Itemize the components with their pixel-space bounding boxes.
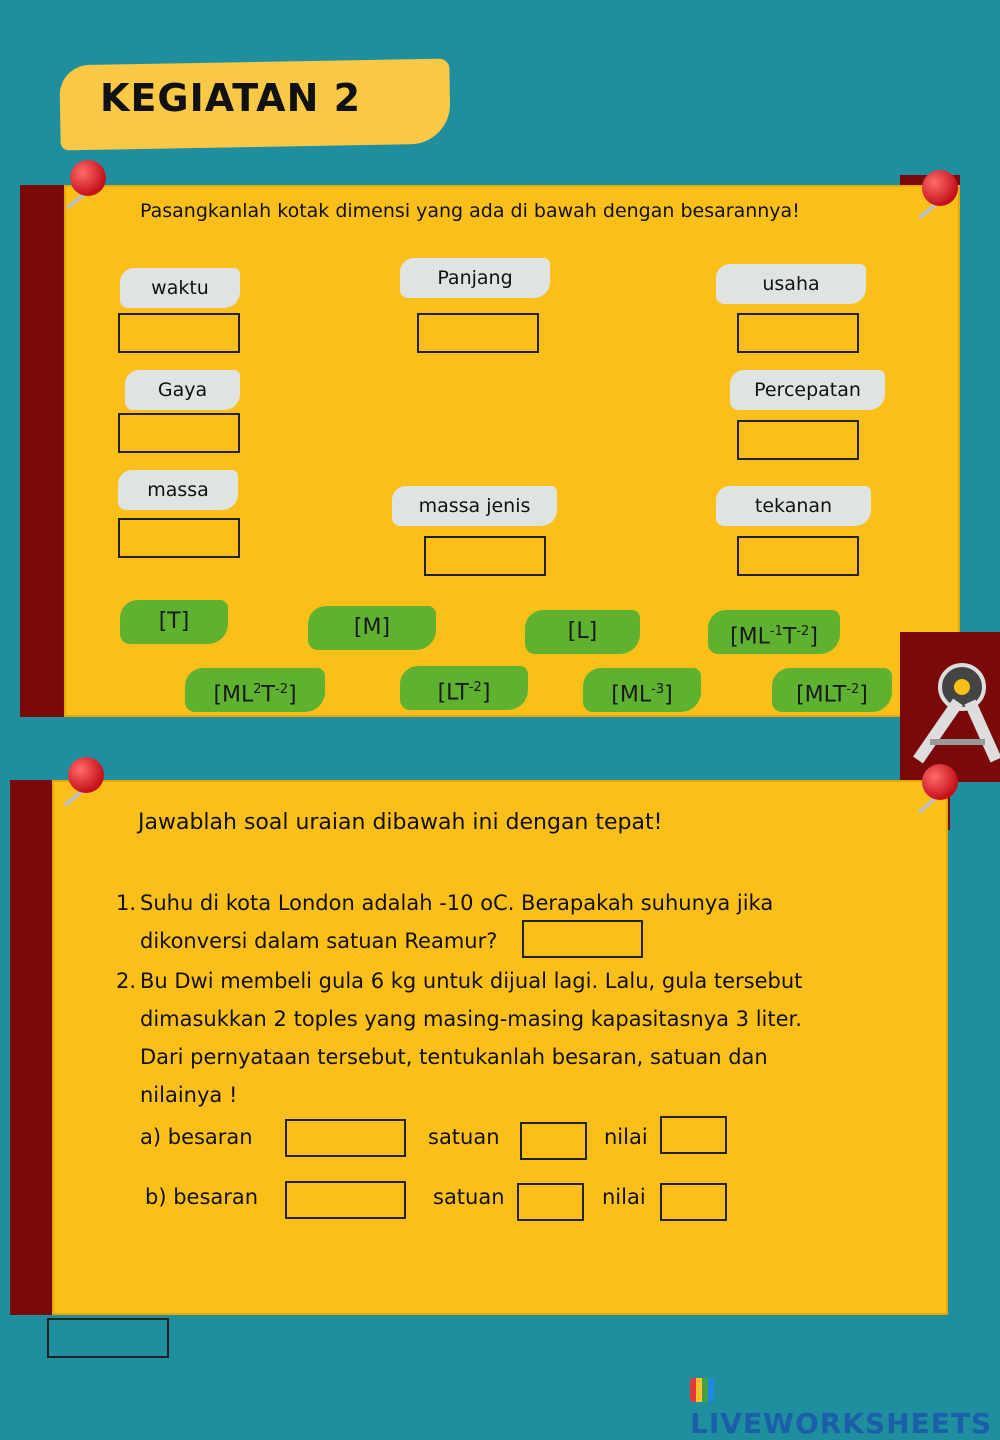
question-text: Suhu di kota London adalah -10 oC. Berapakah suhunya jika bbox=[140, 891, 774, 915]
dimension-chip[interactable]: $[ML^{-1}T^{-2}]$ bbox=[708, 610, 840, 654]
extra-answer-box[interactable] bbox=[47, 1318, 169, 1358]
section1-instruction: Pasangkanlah kotak dimensi yang ada di bawah dengan besarannya! bbox=[140, 200, 800, 222]
question-number: 2. bbox=[116, 969, 137, 993]
answer-a-label: a) besaran bbox=[140, 1125, 253, 1149]
answer-box-waktu[interactable] bbox=[118, 313, 240, 353]
answer-box-b-besaran[interactable] bbox=[285, 1181, 406, 1219]
pushpin-icon bbox=[912, 168, 960, 216]
liveworksheets-logo[interactable] bbox=[690, 1374, 1000, 1440]
dimension-chip[interactable]: [L] bbox=[525, 610, 640, 654]
quantity-label-tekanan: tekanan bbox=[716, 486, 871, 526]
quantity-label-waktu: waktu bbox=[120, 268, 240, 308]
section2-instruction: Jawablah soal uraian dibawah ini dengan tepat! bbox=[138, 810, 663, 835]
answer-box-tekanan[interactable] bbox=[737, 536, 859, 576]
answer-box-usaha[interactable] bbox=[737, 313, 859, 353]
question-text: Dari pernyataan tersebut, tentukanlah besaran, satuan dan bbox=[140, 1045, 768, 1069]
answer-box-massa-jenis[interactable] bbox=[424, 536, 546, 576]
compass-icon bbox=[900, 632, 1000, 782]
dimension-chip[interactable]: $[MLT^{-2}]$ bbox=[772, 668, 892, 712]
question-1 bbox=[116, 884, 900, 960]
question-number: 1. bbox=[116, 891, 137, 915]
question-text: Bu Dwi membeli gula 6 kg untuk dijual lagi. Lalu, gula tersebut bbox=[140, 969, 803, 993]
question-2 bbox=[116, 962, 900, 1114]
answer-box-a-nilai[interactable] bbox=[660, 1116, 727, 1154]
dimension-chip[interactable]: $[ML^{-3}]$ bbox=[583, 668, 701, 712]
pushpin-icon bbox=[58, 755, 106, 803]
quantity-label-percepatan: Percepatan bbox=[730, 370, 885, 410]
question-text: dikonversi dalam satuan Reamur? bbox=[140, 929, 498, 953]
pushpin-icon bbox=[912, 762, 960, 810]
quantity-label-usaha: usaha bbox=[716, 264, 866, 304]
quantity-label-panjang: Panjang bbox=[400, 258, 550, 298]
answer-box-panjang[interactable] bbox=[417, 313, 539, 353]
page-title: KEGIATAN 2 bbox=[100, 76, 362, 120]
answer-box-massa[interactable] bbox=[118, 518, 240, 558]
pushpin-icon bbox=[60, 158, 108, 206]
quantity-label-gaya: Gaya bbox=[125, 370, 240, 410]
quantity-label-massa: massa bbox=[118, 470, 238, 510]
dimension-chip[interactable]: [M] bbox=[308, 606, 436, 650]
answer-box-b-satuan[interactable] bbox=[517, 1183, 584, 1221]
question-text: dimasukkan 2 toples yang masing-masing kapasitasnya 3 liter. bbox=[140, 1007, 802, 1031]
answer-box-reamur[interactable] bbox=[522, 920, 643, 958]
answer-box-a-besaran[interactable] bbox=[285, 1119, 406, 1157]
question-text: nilainya ! bbox=[140, 1083, 238, 1107]
dimension-chip[interactable]: $[LT^{-2}]$ bbox=[400, 666, 528, 710]
dimension-chip[interactable]: $[ML^2T^{-2}]$ bbox=[185, 668, 325, 712]
answer-a-nilai-label: nilai bbox=[604, 1125, 648, 1149]
brand-label: LIVEWORKSHEETS bbox=[690, 1407, 993, 1440]
answer-box-gaya[interactable] bbox=[118, 413, 240, 453]
liveworksheets-icon bbox=[690, 1378, 714, 1402]
answer-box-percepatan[interactable] bbox=[737, 420, 859, 460]
answer-b-label: b) besaran bbox=[145, 1185, 259, 1209]
answer-b-nilai-label: nilai bbox=[602, 1185, 646, 1209]
dimension-chip[interactable]: [T] bbox=[120, 600, 228, 644]
answer-b-satuan-label: satuan bbox=[433, 1185, 505, 1209]
quantity-label-massa-jenis: massa jenis bbox=[392, 486, 557, 526]
answer-a-satuan-label: satuan bbox=[428, 1125, 500, 1149]
answer-box-b-nilai[interactable] bbox=[660, 1183, 727, 1221]
answer-box-a-satuan[interactable] bbox=[520, 1122, 587, 1160]
